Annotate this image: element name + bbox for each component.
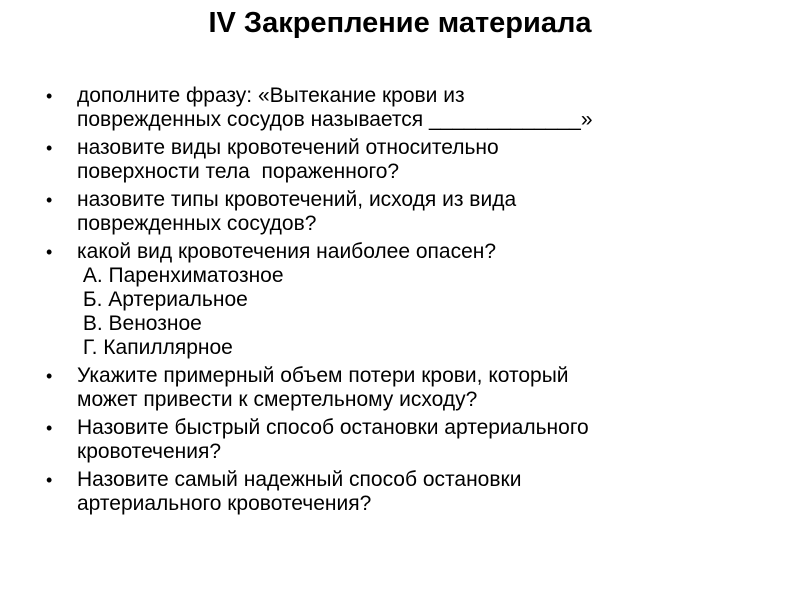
question-line: какой вид кровотечения наиболее опасен? xyxy=(77,240,497,263)
question-line: Укажите примерный объем потери крови, который xyxy=(77,364,569,387)
question-line: дополните фразу: «Вытекание крови из xyxy=(77,84,465,107)
question-line: кровотечения? xyxy=(77,440,222,463)
answer-option: А. Паренхиматозное xyxy=(77,264,284,287)
question-line: поврежденных сосудов называется _____________» xyxy=(77,108,593,131)
question-item xyxy=(46,416,786,464)
bullet-icon: • xyxy=(46,242,53,262)
question-item xyxy=(46,188,786,236)
answer-option: Б. Артериальное xyxy=(77,288,248,311)
question-line: поврежденных сосудов? xyxy=(77,212,317,235)
answer-option: Г. Капиллярное xyxy=(77,336,233,359)
question-item xyxy=(46,84,786,132)
question-line: поверхности тела пораженного? xyxy=(77,160,400,183)
bullet-icon: • xyxy=(46,366,53,386)
bullet-icon: • xyxy=(46,190,53,210)
bullet-icon: • xyxy=(46,86,53,106)
question-item xyxy=(46,240,786,360)
bullet-icon: • xyxy=(46,138,53,158)
question-line: артериального кровотечения? xyxy=(77,492,372,515)
question-line: Назовите самый надежный способ остановки xyxy=(77,468,522,491)
question-item xyxy=(46,364,786,412)
bullet-icon: • xyxy=(46,418,53,438)
bullet-icon: • xyxy=(46,470,53,490)
question-item xyxy=(46,468,786,516)
question-line: назовите виды кровотечений относительно xyxy=(77,136,499,159)
answer-option: В. Венозное xyxy=(77,312,202,335)
question-list xyxy=(46,84,786,520)
question-line: назовите типы кровотечений, исходя из вида xyxy=(77,188,517,211)
question-item xyxy=(46,136,786,184)
slide-title: IV Закрепление материала xyxy=(208,7,592,39)
question-line: Назовите быстрый способ остановки артериального xyxy=(77,416,589,439)
question-line: может привести к смертельному исходу? xyxy=(77,388,478,411)
